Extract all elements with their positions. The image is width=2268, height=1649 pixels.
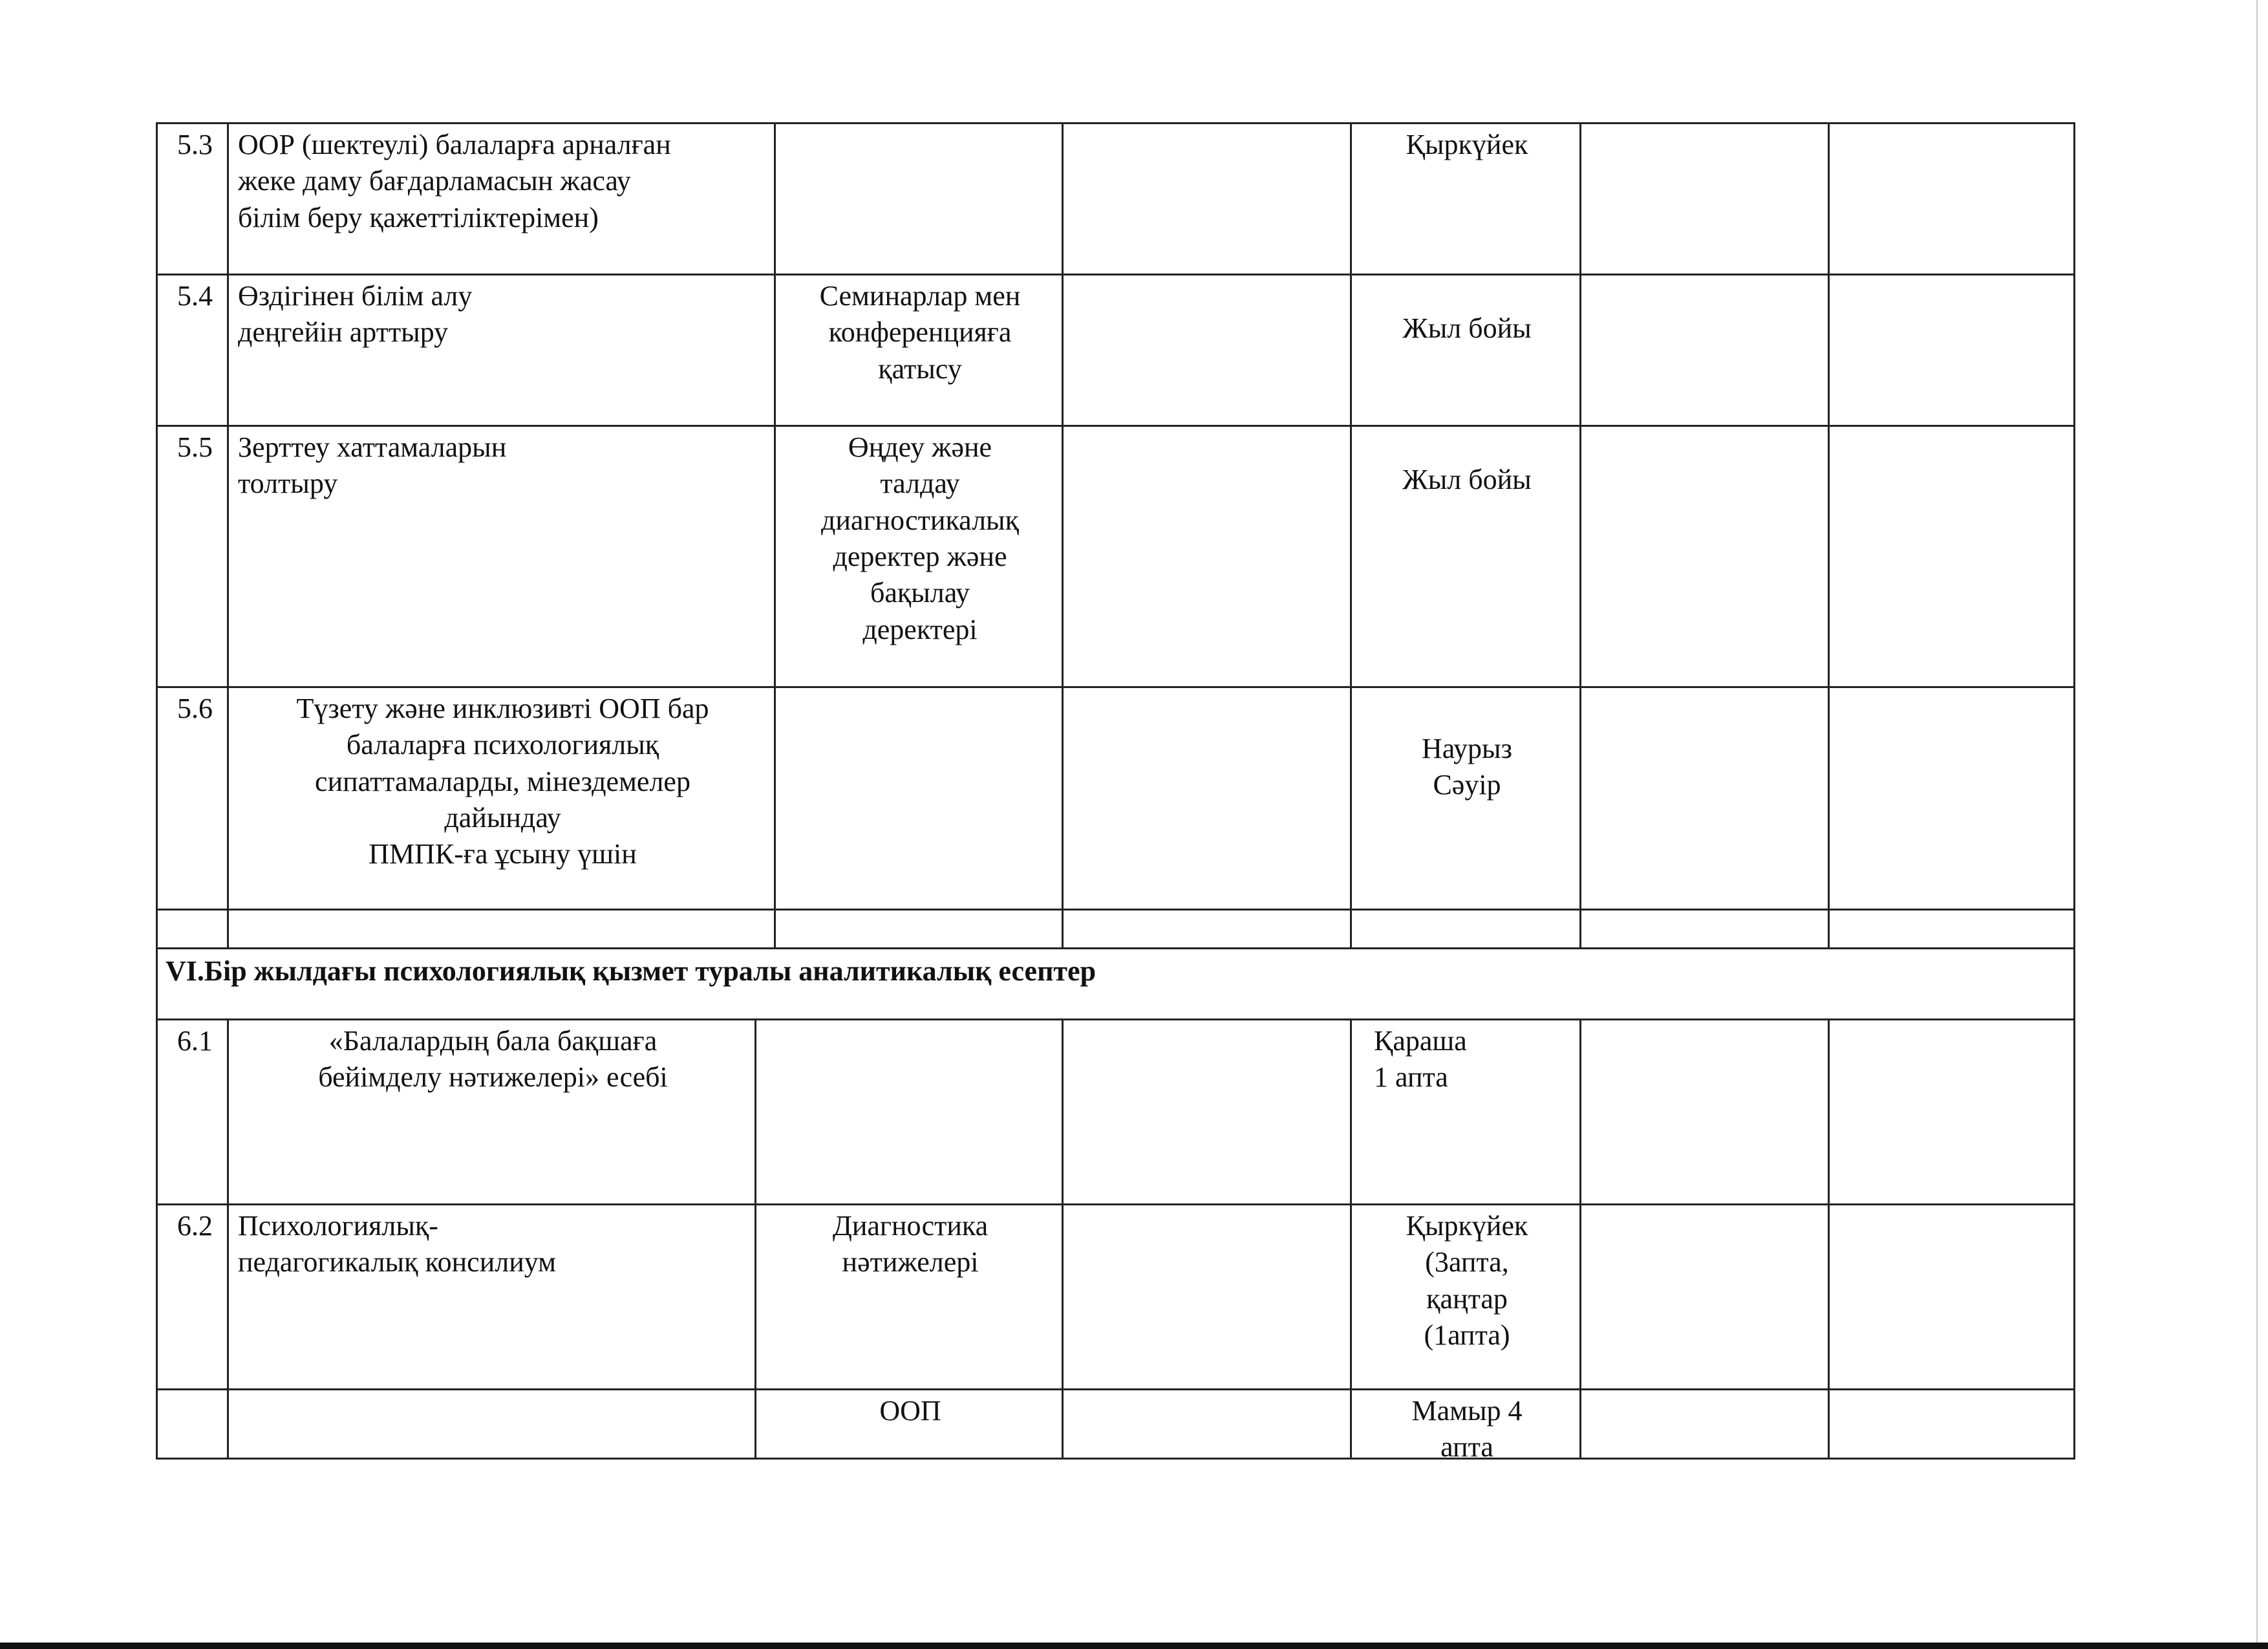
row-number	[156, 1388, 227, 1460]
row-number: 5.3	[156, 122, 227, 274]
activity-cell: Түзету және инклюзивті ООП бар балаларға психологиялық сипаттамаларды, мінездемелер дайындау ПМПК-ға ұсыну үшін	[227, 686, 774, 909]
empty-cell	[1828, 274, 2075, 425]
empty-cell	[1062, 1203, 1350, 1388]
time-cell: Жыл бойы	[1350, 425, 1579, 686]
time-cell: Қараша 1 апта	[1350, 1018, 1579, 1203]
empty-cell	[1579, 686, 1828, 909]
empty-cell	[1062, 1018, 1350, 1203]
empty-cell	[227, 909, 774, 947]
empty-cell	[1828, 122, 2075, 274]
time-cell: Жыл бойы	[1350, 274, 1579, 425]
empty-cell	[1828, 909, 2075, 947]
empty-cell	[1062, 686, 1350, 909]
time-cell: Наурыз Сәуір	[1350, 686, 1579, 909]
row-number: 5.6	[156, 686, 227, 909]
empty-cell	[1579, 909, 1828, 947]
table-row	[156, 1203, 2075, 1388]
form-cell	[774, 686, 1062, 909]
empty-cell	[1579, 425, 1828, 686]
empty-cell	[1579, 1388, 1828, 1460]
activity-cell: Өздігінен білім алу деңгейін арттыру	[227, 274, 774, 425]
empty-cell	[1062, 1388, 1350, 1460]
empty-cell	[1579, 1018, 1828, 1203]
time-cell: Қыркүйек (3апта, қаңтар (1апта)	[1350, 1203, 1579, 1388]
table-row	[156, 1018, 2075, 1203]
empty-cell	[156, 909, 227, 947]
activity-cell	[227, 1388, 754, 1460]
empty-cell	[1579, 1203, 1828, 1388]
empty-cell	[1062, 425, 1350, 686]
section-row	[156, 947, 2075, 1018]
activity-cell: «Балалардың бала бақшаға бейімделу нәтижелері» есебі	[227, 1018, 754, 1203]
form-cell: ООП	[754, 1388, 1062, 1460]
empty-cell	[1350, 909, 1579, 947]
table-row	[156, 1388, 2075, 1463]
form-cell	[754, 1018, 1062, 1203]
activity-cell: Зерттеу хаттамаларын толтыру	[227, 425, 774, 686]
empty-cell	[1828, 686, 2075, 909]
table-row-empty	[156, 909, 2075, 947]
row-number: 5.5	[156, 425, 227, 686]
empty-cell	[1579, 122, 1828, 274]
activity-cell: Психологиялық- педагогикалық консилиум	[227, 1203, 754, 1388]
table-row	[156, 425, 2075, 686]
time-cell: Қыркүйек	[1350, 122, 1579, 274]
empty-cell	[1828, 425, 2075, 686]
empty-cell	[774, 909, 1062, 947]
row-number: 6.1	[156, 1018, 227, 1203]
form-cell	[774, 122, 1062, 274]
table-row	[156, 274, 2075, 425]
empty-cell	[1828, 1388, 2075, 1460]
activity-cell: ООР (шектеулі) балаларға арналған жеке даму бағдарламасын жасау білім беру қажеттіліктерімен)	[227, 122, 774, 274]
time-cell: Мамыр 4 апта	[1350, 1388, 1579, 1460]
empty-cell	[1062, 122, 1350, 274]
form-cell: Семинарлар мен конференцияға қатысу	[774, 274, 1062, 425]
table-row	[156, 686, 2075, 909]
section-title: VI.Бір жылдағы психологиялық қызмет туралы аналитикалық есептер	[156, 947, 2075, 1018]
empty-cell	[1579, 274, 1828, 425]
scan-bottom-border	[0, 1643, 2268, 1649]
form-cell: Диагностика нәтижелері	[754, 1203, 1062, 1388]
empty-cell	[1828, 1203, 2075, 1388]
form-cell: Өңдеу және талдау диагностикалық деректер және бақылау деректері	[774, 425, 1062, 686]
scan-edge-line	[2256, 0, 2258, 1643]
empty-cell	[1828, 1018, 2075, 1203]
empty-cell	[1062, 909, 1350, 947]
row-number: 5.4	[156, 274, 227, 425]
empty-cell	[1062, 274, 1350, 425]
row-number: 6.2	[156, 1203, 227, 1388]
table-row	[156, 122, 2075, 274]
